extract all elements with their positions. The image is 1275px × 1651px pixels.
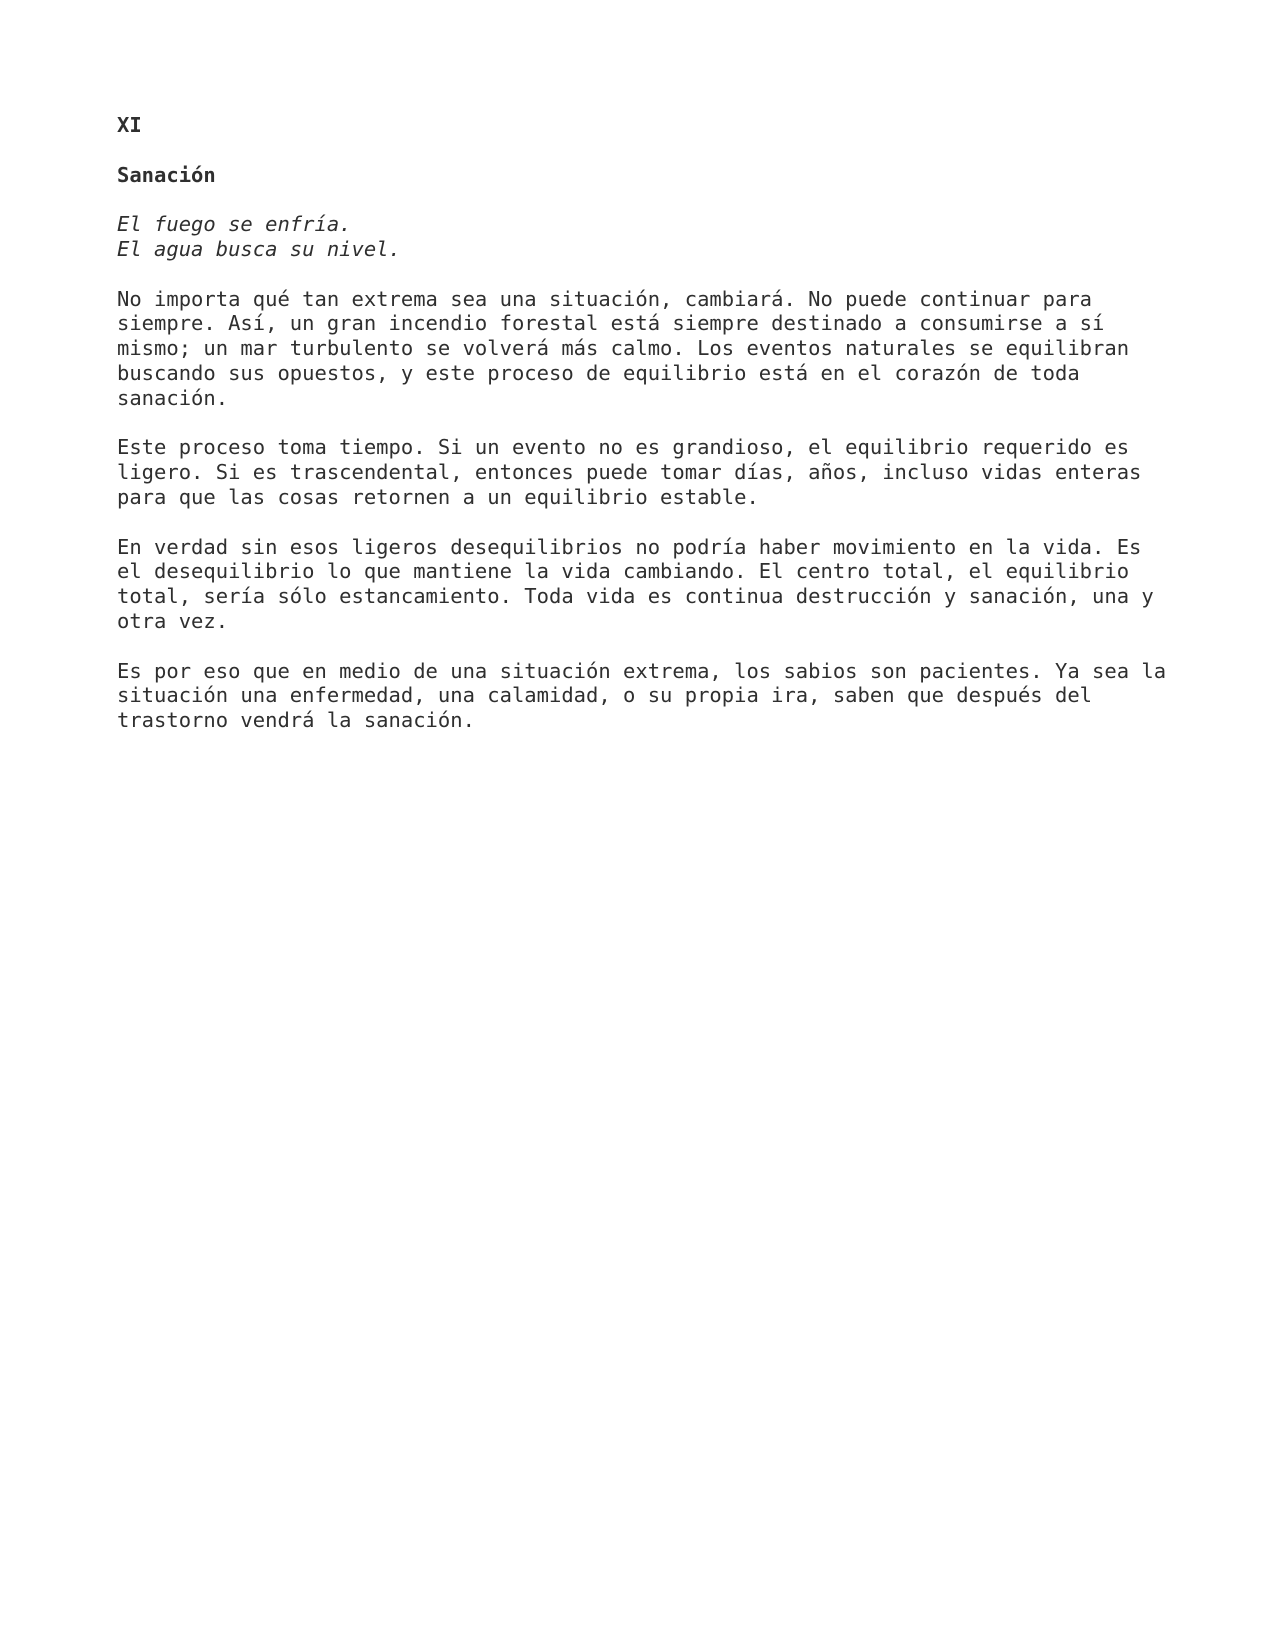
chapter-number: XI (117, 113, 142, 137)
body-paragraph: Es por eso que en medio de una situación extrema, los sabios son pacientes. Ya sea la situación una enfermedad, una calamidad, o su propia ira, saben que después del trastorno vendrá la sanación. (117, 658, 1167, 733)
epigraph-line: El agua busca su nivel. (117, 236, 401, 261)
epigraph (117, 212, 1177, 262)
chapter-title: Sanación (117, 162, 216, 187)
body-paragraph: Este proceso toma tiempo. Si un evento no es grandioso, el equilibrio requerido es ligero. Si es trascendental, entonces puede tomar días, años, incluso vidas enteras para que las cosas retornen a un equilibrio estable. (117, 435, 1142, 509)
epigraph-line: El fuego se enfría. (117, 212, 352, 237)
document-page (117, 113, 1177, 758)
body-paragraph: En verdad sin esos ligeros desequilibrios no podría haber movimiento en la vida. Es el desequilibrio lo que mantiene la vida cambiando. El centro total, el equilibrio total, sería sólo estancamiento. Toda vida es continua destrucción y sanación, una y otra vez. (117, 534, 1154, 633)
body-paragraph: No importa qué tan extrema sea una situación, cambiará. No puede continuar para siempre. Así, un gran incendio forestal está siempre destinado a consumirse a sí mismo; un mar turbulento se volverá más calmo. Los eventos naturales se equilibran buscando sus opuestos, y este proceso de equilibrio está en el corazón de toda sanación. (117, 286, 1130, 410)
